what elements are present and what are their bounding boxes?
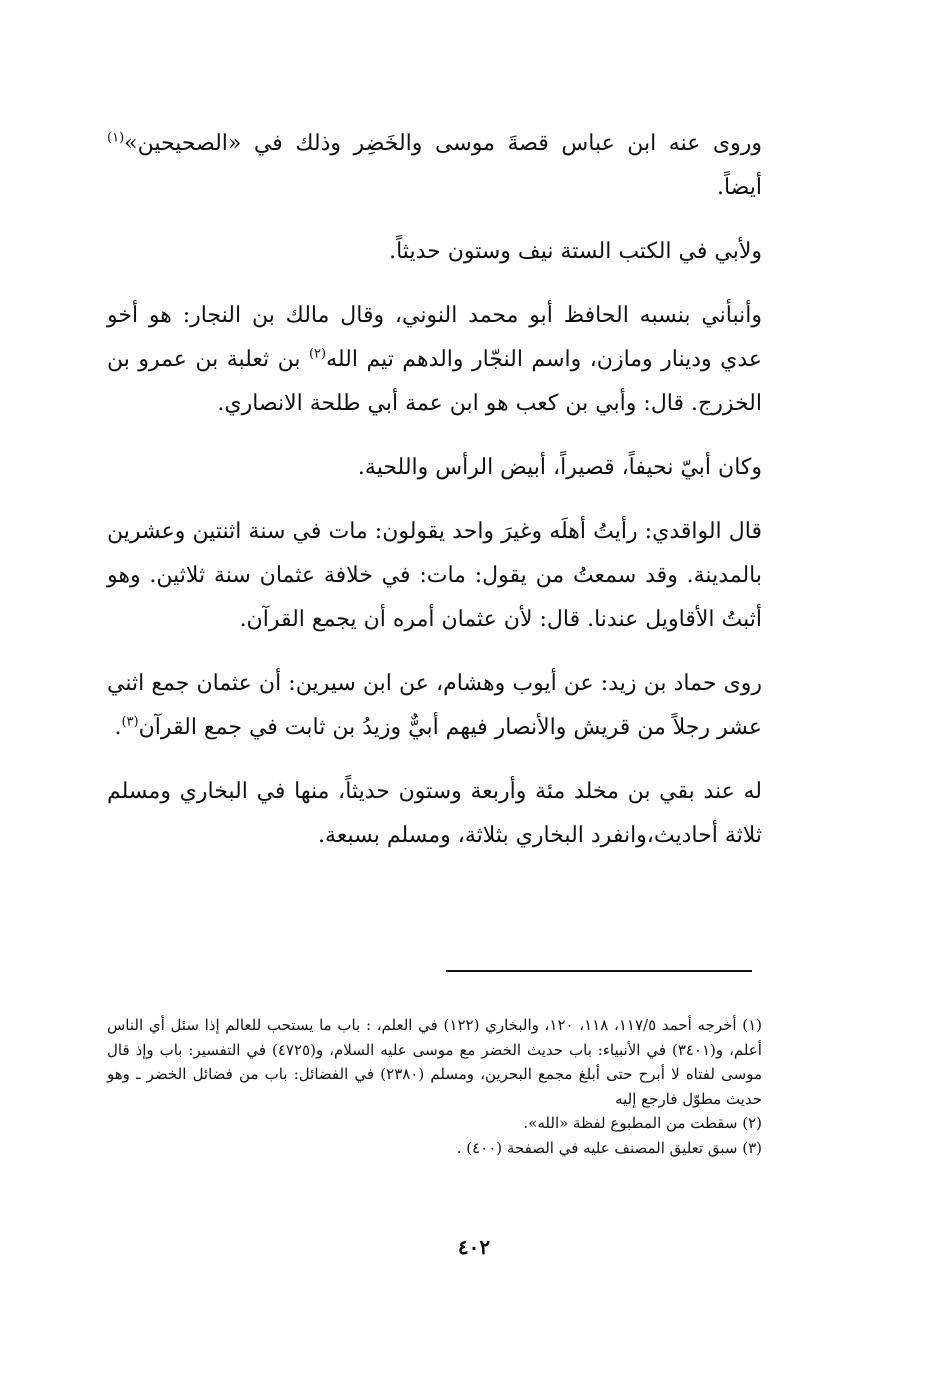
footnote-marker-1: (١) (107, 130, 125, 146)
paragraph-text: وأنبأني بنسبه الحافظ أبو محمد النوني، وقال مالك بن النجار: هو أخو عدي ودينار ومازن، واسم النجّار والدهم تيم الله (107, 303, 762, 372)
paragraph-text: وكان أبيّ نحيفاً، قصيراً، أبيض الرأس واللحية. (357, 455, 762, 480)
main-text (107, 122, 762, 878)
footnotes (107, 1013, 762, 1160)
paragraph-5 (107, 510, 762, 642)
footnote-2: (٢) سقطت من المطبوع لفظة «الله». (523, 1114, 762, 1132)
paragraph-text: ولأبي في الكتب الستة نيف وستون حديثاً. (389, 239, 762, 264)
footnote-marker-3: (٣) (121, 714, 139, 730)
paragraph-6 (107, 662, 762, 750)
footnote-3: (٣) سبق تعليق المصنف عليه في الصفحة (٤٠٠) . (456, 1138, 762, 1157)
paragraph-tail: بن ثعلبة بن عمرو بن الخزرج. قال: وأبي بن كعب هو ابن عمة أبي طلحة الانصاري. (107, 347, 762, 416)
paragraph-tail: . (114, 715, 122, 740)
paragraph-7 (107, 770, 762, 858)
footnote-marker-2: (٢) (308, 346, 327, 362)
paragraph-4 (107, 446, 762, 490)
paragraph-text: له عند بقي بن مخلد مئة وأربعة وستون حديثاً، منها في البخاري ومسلم ثلاثة أحاديث،وانفرد البخاري بثلاثة، ومسلم بسبعة. (107, 779, 762, 848)
paragraph-text: قال الواقدي: رأيتُ أهلَه وغيرَ واحد يقولون: مات في سنة اثنتين وعشرين بالمدينة. وقد سمعتُ من يقول: مات: في خلافة عثمان سنة ثلاثين. وهو أثبتُ الأقاويل عندنا. قال: لأن عثمان أمره أن يجمع القرآن. (107, 519, 762, 632)
footnote-divider (446, 970, 752, 972)
paragraph-text: وروى عنه ابن عباس قصةَ موسى والخَضِر وذلك في «الصحيحين» (124, 131, 762, 156)
paragraph-text: روى حماد بن زيد: عن أيوب وهشام، عن ابن سيرين: أن عثمان جمع اثني عشر رجلاً من قريش والأنصار فيهم أبيٌّ وزيدُ بن ثابت في جمع القرآن (107, 671, 762, 740)
paragraph-tail: أيضاً. (716, 175, 762, 200)
footnote-1: (١) أخرجه أحمد ١١٧/٥، ١١٨، ١٢٠، والبخاري (١٢٢) في العلم، : باب ما يستحب للعالم إذا سئل أي الناس أعلم، و(٣٤٠١) في الأنبياء: باب حديث الخضر مع موسى عليه السلام، و(٤٧٢٥) في التفسير: باب وإذ قال موسى لفتاه لا أبرح حتى أبلغ مجمع البحرين، ومسلم (٢٣٨٠) في الفضائل: باب من فضائل الخضر ـ وهو حديث مطوّل فارجع إليه (107, 1016, 763, 1108)
paragraph-1 (107, 122, 762, 210)
page-number: ٤٠٢ (457, 1235, 491, 1259)
paragraph-3 (107, 294, 762, 426)
paragraph-2 (107, 230, 762, 274)
